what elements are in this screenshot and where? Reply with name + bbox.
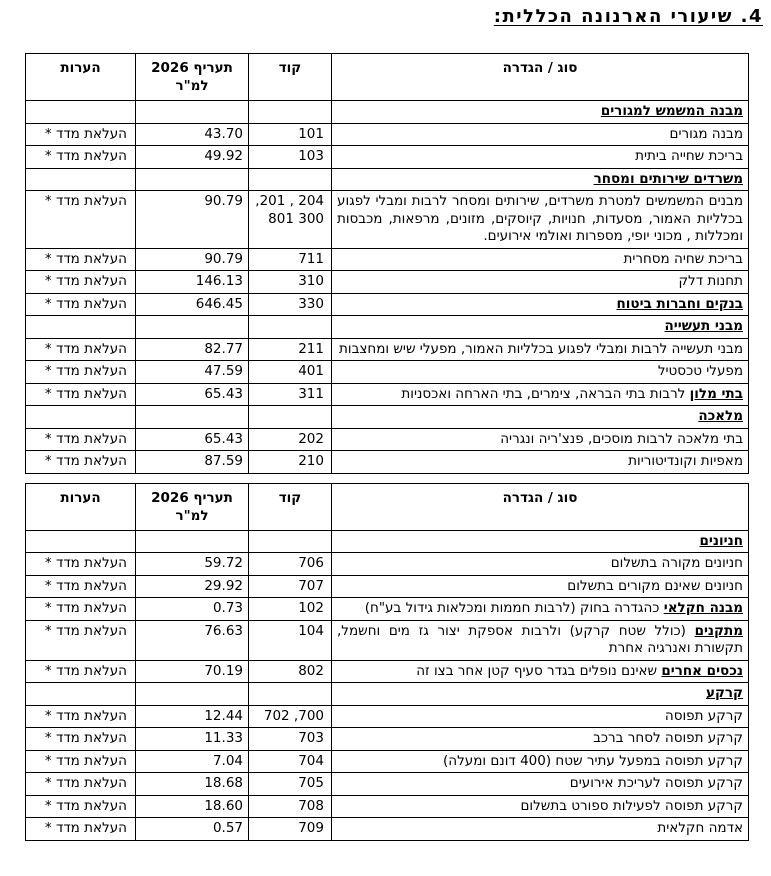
code-value: 102: [298, 600, 324, 616]
code-cell: [249, 553, 332, 576]
definition-cell: [332, 383, 749, 406]
notes-cell: העלאת מדד *: [26, 750, 136, 773]
tariff-cell: 47.59: [136, 361, 249, 384]
code-cell: [249, 428, 332, 451]
notes-cell: העלאת מדד *: [26, 575, 136, 598]
notes-cell: העלאת מדד *: [26, 428, 136, 451]
table-row: [26, 123, 749, 146]
code-value: 706: [298, 555, 324, 571]
tariff-cell: 90.79: [136, 248, 249, 271]
code-cell: [249, 361, 332, 384]
definition-cell: [332, 705, 749, 728]
column-header-code: קוד: [249, 483, 332, 530]
definition-text: קרקע תפוסה לעריכת אירועים: [569, 775, 743, 791]
notes-cell: העלאת מדד *: [26, 620, 136, 660]
column-header-definition: סוג / הגדרה: [332, 54, 749, 101]
code-value: 709: [298, 820, 324, 836]
code-cell: [249, 818, 332, 841]
column-header-code: קוד: [249, 54, 332, 101]
definition-cell: [332, 123, 749, 146]
definition-cell: [332, 598, 749, 621]
tariff-cell: 49.92: [136, 146, 249, 169]
notes-cell: העלאת מדד *: [26, 123, 136, 146]
header-row: [26, 483, 749, 530]
definition-text: שאינם נופלים בגדר סעיף קטן אחר בצו זה: [416, 662, 662, 679]
code-value: 704: [298, 752, 324, 769]
code-cell: [249, 338, 332, 361]
notes-cell: העלאת מדד *: [26, 338, 136, 361]
header-row: [26, 54, 749, 101]
notes-cell: העלאת מדד *: [26, 598, 136, 621]
code-cell: [249, 406, 332, 429]
section-row: [26, 530, 749, 553]
definition-text: מבנה מגורים: [669, 125, 743, 142]
tariff-cell: 146.13: [136, 271, 249, 294]
tariff-cell: [136, 101, 249, 124]
column-header-notes: הערות: [26, 54, 136, 101]
tariff-cell: 7.04: [136, 750, 249, 773]
table-row: [26, 451, 749, 474]
definition-cell: [332, 101, 749, 124]
tariff-header-line2: למ"ר: [175, 507, 209, 524]
tariff-cell: [136, 316, 249, 339]
notes-cell: [26, 101, 136, 124]
notes-cell: העלאת מדד *: [26, 773, 136, 796]
code-cell: [249, 271, 332, 294]
table-row: [26, 728, 749, 751]
code-value: ,201 , 204: [255, 193, 324, 209]
tariff-header-line1: תעריף 2026: [151, 489, 233, 506]
notes-cell: העלאת מדד *: [26, 361, 136, 384]
notes-cell: [26, 168, 136, 191]
tariff-cell: 70.19: [136, 660, 249, 683]
section-row: [26, 406, 749, 429]
notes-cell: העלאת מדד *: [26, 451, 136, 474]
column-header-notes: הערות: [26, 483, 136, 530]
definition-text: מבני תעשייה לרבות ומבלי לפגוע בכלליות האמור, מפעלי שיש ומחצבות: [339, 340, 743, 357]
notes-cell: העלאת מדד *: [26, 795, 136, 818]
definition-cell: [332, 271, 749, 294]
section-row: [26, 101, 749, 124]
definition-lead-label: בתי מלון: [689, 385, 743, 402]
definition-lead-label: חניונים: [699, 532, 743, 549]
definition-cell: [332, 338, 749, 361]
notes-cell: העלאת מדד *: [26, 248, 136, 271]
definition-cell: [332, 683, 749, 706]
code-cell: [249, 773, 332, 796]
table-row: [26, 191, 749, 249]
code-cell: [249, 530, 332, 553]
code-value: 703: [298, 730, 324, 746]
definition-lead-label: בנקים וחברות ביטוח: [616, 295, 743, 312]
tariff-cell: 12.44: [136, 705, 249, 728]
code-value: 202: [298, 430, 324, 447]
definition-cell: [332, 406, 749, 429]
definition-text: מאפיות וקונדיטוריות: [628, 453, 743, 469]
tariff-cell: [136, 683, 249, 706]
definition-cell: [332, 553, 749, 576]
code-cell: [249, 123, 332, 146]
definition-cell: [332, 795, 749, 818]
definition-cell: [332, 428, 749, 451]
code-cell: [249, 660, 332, 683]
rates-table-upper: [25, 53, 749, 474]
tariff-cell: 90.79: [136, 191, 249, 249]
definition-cell: [332, 248, 749, 271]
code-value: 101: [298, 125, 324, 142]
code-value: 104: [298, 622, 324, 639]
definition-text: לרבות בתי הבראה, צימרים, בתי הארחה ואכסניות: [401, 385, 690, 402]
definition-text: (כולל שטח קרקע) ולרבות אספקת יצור גז מים וחשמל, תקשורת ואנרגיה אחרת: [337, 622, 743, 656]
table-row: [26, 338, 749, 361]
notes-cell: העלאת מדד *: [26, 293, 136, 316]
definition-lead-label: משרדים שירותים ומסחר: [593, 170, 743, 187]
tariff-cell: 646.45: [136, 293, 249, 316]
notes-cell: העלאת מדד *: [26, 271, 136, 294]
table-row: [26, 553, 749, 576]
definition-cell: [332, 750, 749, 773]
definition-cell: [332, 728, 749, 751]
notes-cell: העלאת מדד *: [26, 383, 136, 406]
definition-cell: [332, 146, 749, 169]
tariff-header-line1: תעריף 2026: [151, 60, 233, 76]
table-row: [26, 773, 749, 796]
code-value: 708: [298, 797, 324, 814]
code-cell: [249, 383, 332, 406]
section-row: [26, 683, 749, 706]
definition-text: חניונים שאינם מקורים בתשלום: [567, 577, 743, 594]
table-row: [26, 146, 749, 169]
table-row: [26, 575, 749, 598]
table-row: [26, 598, 749, 621]
tariff-cell: [136, 406, 249, 429]
code-value: 711: [298, 250, 324, 267]
code-cell: [249, 795, 332, 818]
tariff-cell: 82.77: [136, 338, 249, 361]
tariff-cell: 65.43: [136, 428, 249, 451]
definition-cell: [332, 575, 749, 598]
definition-cell: [332, 660, 749, 683]
table-row: [26, 248, 749, 271]
rates-table-lower: [25, 483, 749, 841]
definition-text: בריכת שחיה מסחרית: [623, 250, 743, 267]
code-value: 311: [298, 385, 324, 402]
definition-cell: [332, 451, 749, 474]
column-header-definition: סוג / הגדרה: [332, 483, 749, 530]
definition-lead-label: מבנה המשמש למגורים: [600, 103, 743, 119]
definition-lead-label: מלאכה: [698, 408, 743, 424]
code-cell: [249, 191, 332, 249]
definition-lead-label: מבני תעשייה: [664, 318, 743, 334]
section-row: [26, 168, 749, 191]
definition-cell: [332, 773, 749, 796]
code-value: 702 ,700: [263, 707, 324, 724]
notes-cell: [26, 530, 136, 553]
tariff-cell: 11.33: [136, 728, 249, 751]
code-cell: [249, 575, 332, 598]
definition-text: בריכת שחייה ביתית: [635, 148, 743, 164]
definition-text: אדמה חקלאית: [657, 820, 743, 836]
tariff-cell: 18.68: [136, 773, 249, 796]
notes-cell: העלאת מדד *: [26, 660, 136, 683]
code-value: 103: [298, 148, 324, 164]
definition-text: תחנות דלק: [678, 273, 743, 289]
code-cell: [249, 248, 332, 271]
table-row: [26, 818, 749, 841]
definition-cell: [332, 293, 749, 316]
notes-cell: העלאת מדד *: [26, 553, 136, 576]
notes-cell: העלאת מדד *: [26, 705, 136, 728]
document-page: [0, 6, 771, 841]
definition-cell: [332, 168, 749, 191]
code-value: 401: [298, 363, 324, 379]
code-cell: [249, 316, 332, 339]
table-row: [26, 271, 749, 294]
notes-cell: העלאת מדד *: [26, 191, 136, 249]
code-cell: [249, 101, 332, 124]
code-value: 707: [298, 577, 324, 594]
code-value: 802: [298, 662, 324, 679]
table-row: [26, 620, 749, 660]
table-row: [26, 293, 749, 316]
page-title: 4. שיעורי הארנונה הכללית:: [493, 6, 763, 27]
notes-cell: העלאת מדד *: [26, 146, 136, 169]
definition-cell: [332, 530, 749, 553]
column-header-tariff: [136, 483, 249, 530]
tariff-header-line2: למ"ר: [175, 78, 209, 94]
tariff-cell: 59.72: [136, 553, 249, 576]
tariff-cell: 65.43: [136, 383, 249, 406]
table-row: [26, 750, 749, 773]
definition-cell: [332, 316, 749, 339]
column-header-tariff: [136, 54, 249, 101]
code-value: 330: [298, 295, 324, 312]
definition-cell: [332, 191, 749, 249]
definition-text: קרקע תפוסה לסחר ברכב: [593, 730, 743, 746]
table-row: [26, 383, 749, 406]
definition-cell: [332, 361, 749, 384]
definition-lead-label: מתקנים: [694, 622, 743, 639]
definition-cell: [332, 818, 749, 841]
notes-cell: [26, 316, 136, 339]
table-row: [26, 361, 749, 384]
tariff-cell: 0.73: [136, 598, 249, 621]
tariff-cell: 0.57: [136, 818, 249, 841]
definition-lead-label: מבנה חקלאי: [663, 600, 743, 616]
notes-cell: העלאת מדד *: [26, 728, 136, 751]
tariff-cell: 76.63: [136, 620, 249, 660]
code-cell: [249, 620, 332, 660]
section-row: [26, 316, 749, 339]
code-value: 310: [298, 273, 324, 289]
code-cell: [249, 683, 332, 706]
table-row: [26, 705, 749, 728]
definition-text: בתי מלאכה לרבות מוסכים, פנצ'ריה ונגריה: [500, 430, 743, 447]
code-cell: [249, 598, 332, 621]
code-value: 801 300: [268, 210, 324, 227]
table-row: [26, 428, 749, 451]
code-cell: [249, 293, 332, 316]
definition-lead-label: נכסים אחרים: [661, 662, 743, 679]
definition-cell: [332, 620, 749, 660]
code-cell: [249, 750, 332, 773]
notes-cell: [26, 406, 136, 429]
notes-cell: העלאת מדד *: [26, 818, 136, 841]
code-value: 705: [298, 775, 324, 791]
definition-text: מפעלי טכסטיל: [657, 363, 743, 379]
definition-text: מבנים המשמשים למטרת משרדים, שירותים ומסחר לרבות ומבלי לפגוע בכלליות האמור, מסעדות, חנויות, קיוסקים, מזונים, מרפאות, מכבסות ומכללות , מכוני יופי, מספרות ואולמי אירועים.: [337, 193, 743, 244]
code-cell: [249, 451, 332, 474]
code-cell: [249, 146, 332, 169]
code-cell: [249, 728, 332, 751]
definition-text: כהגדרה בחוק (לרבות חממות ומכלאות גידול בע"ח): [364, 600, 664, 616]
tariff-cell: 18.60: [136, 795, 249, 818]
table-row: [26, 660, 749, 683]
table-row: [26, 795, 749, 818]
tariff-cell: [136, 168, 249, 191]
definition-text: חניונים מקורה בתשלום: [610, 555, 743, 571]
code-value: 210: [298, 453, 324, 469]
code-value: 211: [298, 340, 324, 357]
notes-cell: [26, 683, 136, 706]
tariff-cell: 29.92: [136, 575, 249, 598]
definition-text: קרקע תפוסה לפעילות ספורט בתשלום: [520, 797, 743, 814]
definition-lead-label: קרקע: [706, 685, 743, 701]
code-cell: [249, 168, 332, 191]
tariff-cell: 87.59: [136, 451, 249, 474]
code-cell: [249, 705, 332, 728]
tariff-cell: 43.70: [136, 123, 249, 146]
definition-text: קרקע תפוסה במפעל עתיר שטח (400 דונם ומעלה): [443, 752, 743, 769]
definition-text: קרקע תפוסה: [664, 707, 743, 724]
tariff-cell: [136, 530, 249, 553]
